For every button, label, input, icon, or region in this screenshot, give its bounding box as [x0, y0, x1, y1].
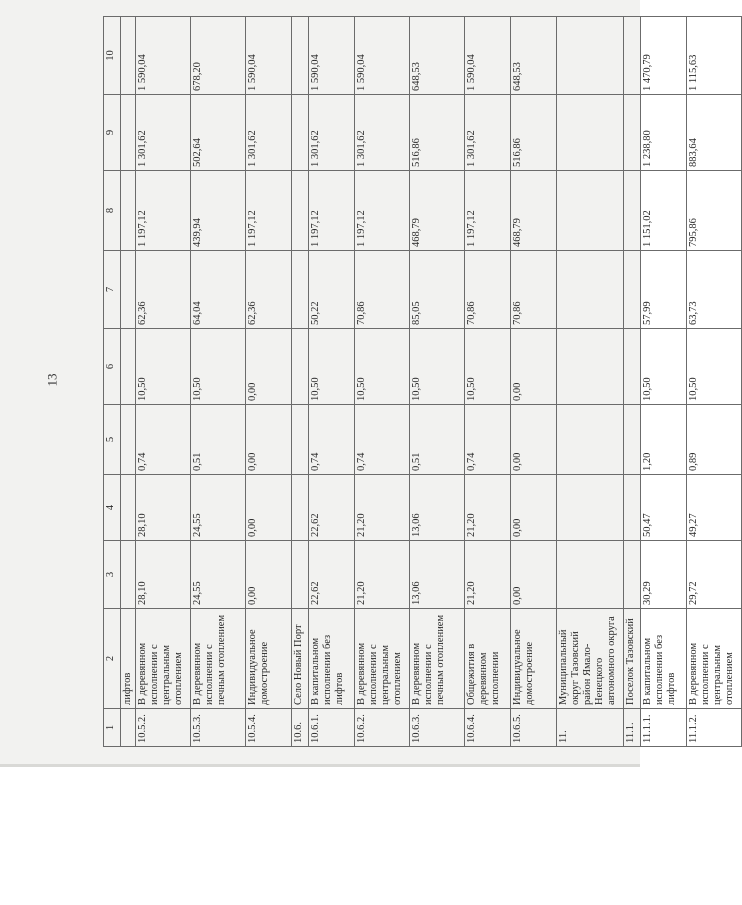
value-cell: 1 301,62 [136, 95, 191, 171]
value-cell: 0,74 [136, 405, 191, 475]
value-cell: 0,00 [246, 329, 292, 405]
cell-empty [121, 709, 136, 747]
column-header: 1 [104, 709, 121, 747]
value-cell: 22,62 [309, 541, 355, 609]
value-cell: 21,20 [355, 541, 410, 609]
row-number: 10.6.2. [355, 709, 410, 747]
value-cell: 10,50 [465, 329, 511, 405]
value-cell: 0,74 [309, 405, 355, 475]
cell-empty [624, 95, 641, 171]
column-header: 10 [104, 17, 121, 95]
cell-empty [292, 251, 309, 329]
row-number: 10.5.3. [191, 709, 246, 747]
row-name: В деревянном исполнении с печным отоплением [191, 609, 246, 709]
value-cell: 1 590,04 [246, 17, 292, 95]
value-cell: 0,00 [246, 541, 292, 609]
value-cell: 10,50 [309, 329, 355, 405]
value-cell: 502,64 [191, 95, 246, 171]
value-cell: 516,86 [410, 95, 465, 171]
table-row [309, 17, 355, 747]
value-cell: 0,00 [246, 405, 292, 475]
row-number: 11.1.1. [641, 709, 687, 747]
municipality-row [557, 17, 624, 747]
row-name: Индивидуальное домостроение [511, 609, 557, 709]
row-name: Муниципальный округ Тазовский район Ямало-Ненецкого автономного округа [557, 609, 624, 709]
value-cell: 49,27 [687, 475, 742, 541]
row-name: В капитальном исполнении без лифтов [641, 609, 687, 709]
value-cell: 0,74 [355, 405, 410, 475]
row-name: В деревянном исполнении с печным отоплением [410, 609, 465, 709]
value-cell: 50,22 [309, 251, 355, 329]
value-cell: 57,99 [641, 251, 687, 329]
cell-empty [624, 171, 641, 251]
row-name: В деревянном исполнении с центральным отоплением [136, 609, 191, 709]
cell-empty [292, 405, 309, 475]
table-row [687, 17, 742, 747]
value-cell: 13,06 [410, 475, 465, 541]
value-cell: 10,50 [641, 329, 687, 405]
value-cell: 85,05 [410, 251, 465, 329]
value-cell: 10,50 [355, 329, 410, 405]
value-cell: 62,36 [246, 251, 292, 329]
cell-empty [557, 475, 624, 541]
cell-empty [121, 17, 136, 95]
value-cell: 63,73 [687, 251, 742, 329]
row-name: В деревянном исполнении с центральным отоплением [355, 609, 410, 709]
column-header: 8 [104, 171, 121, 251]
row-number: 11.1. [624, 709, 641, 747]
value-cell: 28,10 [136, 475, 191, 541]
table-row [641, 17, 687, 747]
row-name: Село Новый Порт [292, 609, 309, 709]
value-cell: 678,20 [191, 17, 246, 95]
table-row [410, 17, 465, 747]
value-cell: 62,36 [136, 251, 191, 329]
row-number: 11.1.2. [687, 709, 742, 747]
continuation-row [121, 17, 136, 747]
cell-empty [121, 405, 136, 475]
value-cell: 1 197,12 [465, 171, 511, 251]
value-cell: 1 238,80 [641, 95, 687, 171]
value-cell: 516,86 [511, 95, 557, 171]
cell-empty [121, 329, 136, 405]
value-cell: 1 301,62 [465, 95, 511, 171]
column-header: 6 [104, 329, 121, 405]
column-header: 7 [104, 251, 121, 329]
value-cell: 1 197,12 [136, 171, 191, 251]
value-cell: 22,62 [309, 475, 355, 541]
value-cell: 70,86 [511, 251, 557, 329]
row-name: Индивидуальное домостроение [246, 609, 292, 709]
value-cell: 10,50 [410, 329, 465, 405]
column-header: 9 [104, 95, 121, 171]
row-number: 10.6.3. [410, 709, 465, 747]
value-cell: 21,20 [465, 541, 511, 609]
cell-empty [557, 17, 624, 95]
value-cell: 29,72 [687, 541, 742, 609]
value-cell: 10,50 [136, 329, 191, 405]
value-cell: 1 301,62 [246, 95, 292, 171]
cell-empty [624, 475, 641, 541]
cell-empty [624, 541, 641, 609]
row-name: В деревянном исполнении с центральным отоплением [687, 609, 742, 709]
value-cell: 1 470,79 [641, 17, 687, 95]
value-cell: 648,53 [410, 17, 465, 95]
row-name: В капитальном исполнении без лифтов [309, 609, 355, 709]
value-cell: 0,00 [246, 475, 292, 541]
value-cell: 883,64 [687, 95, 742, 171]
column-number-row [104, 17, 121, 747]
continuation-text: лифтов [121, 609, 136, 709]
value-cell: 0,51 [191, 405, 246, 475]
row-number: 10.5.4. [246, 709, 292, 747]
cell-empty [624, 329, 641, 405]
column-header: 3 [104, 541, 121, 609]
value-cell: 21,20 [355, 475, 410, 541]
cell-empty [121, 171, 136, 251]
value-cell: 0,00 [511, 541, 557, 609]
page-number: 13 [44, 373, 60, 387]
cell-empty [557, 171, 624, 251]
cell-empty [121, 475, 136, 541]
value-cell: 1,20 [641, 405, 687, 475]
row-number: 10.6.1. [309, 709, 355, 747]
value-cell: 1 151,02 [641, 171, 687, 251]
value-cell: 439,94 [191, 171, 246, 251]
row-name: Поселок Тазовский [624, 609, 641, 709]
table-row [246, 17, 292, 747]
value-cell: 1 590,04 [465, 17, 511, 95]
value-cell: 0,00 [511, 475, 557, 541]
section-row [292, 17, 309, 747]
section-row [624, 17, 641, 747]
value-cell: 50,47 [641, 475, 687, 541]
cell-empty [292, 329, 309, 405]
table-row [191, 17, 246, 747]
value-cell: 0,00 [511, 329, 557, 405]
cell-empty [624, 405, 641, 475]
value-cell: 648,53 [511, 17, 557, 95]
value-cell: 0,51 [410, 405, 465, 475]
value-cell: 70,86 [355, 251, 410, 329]
value-cell: 1 590,04 [309, 17, 355, 95]
table-row [511, 17, 557, 747]
value-cell: 1 197,12 [355, 171, 410, 251]
cell-empty [557, 405, 624, 475]
cell-empty [121, 541, 136, 609]
column-header: 2 [104, 609, 121, 709]
page-edge-line [0, 764, 640, 767]
value-cell: 64,04 [191, 251, 246, 329]
cell-empty [292, 95, 309, 171]
cell-empty [624, 251, 641, 329]
table-row [465, 17, 511, 747]
value-cell: 10,50 [191, 329, 246, 405]
cell-empty [292, 475, 309, 541]
column-header: 4 [104, 475, 121, 541]
value-cell: 70,86 [465, 251, 511, 329]
value-cell: 1 197,12 [246, 171, 292, 251]
value-cell: 468,79 [410, 171, 465, 251]
value-cell: 0,89 [687, 405, 742, 475]
value-cell: 21,20 [465, 475, 511, 541]
cell-empty [557, 541, 624, 609]
tariff-table [103, 16, 742, 747]
row-number: 10.6.4. [465, 709, 511, 747]
cell-empty [557, 251, 624, 329]
cell-empty [557, 329, 624, 405]
value-cell: 795,86 [687, 171, 742, 251]
value-cell: 13,06 [410, 541, 465, 609]
cell-empty [624, 17, 641, 95]
value-cell: 0,74 [465, 405, 511, 475]
value-cell: 24,55 [191, 541, 246, 609]
cell-empty [292, 541, 309, 609]
table-row [355, 17, 410, 747]
cell-empty [121, 251, 136, 329]
value-cell: 10,50 [687, 329, 742, 405]
cell-empty [121, 95, 136, 171]
cell-empty [292, 17, 309, 95]
value-cell: 24,55 [191, 475, 246, 541]
column-header: 5 [104, 405, 121, 475]
rotated-table-wrapper [103, 17, 736, 747]
value-cell: 1 590,04 [355, 17, 410, 95]
row-number: 11. [557, 709, 624, 747]
row-name: Общежития в деревянном исполнении [465, 609, 511, 709]
value-cell: 1 115,63 [687, 17, 742, 95]
value-cell: 468,79 [511, 171, 557, 251]
value-cell: 0,00 [511, 405, 557, 475]
cell-empty [292, 171, 309, 251]
value-cell: 30,29 [641, 541, 687, 609]
table-row [136, 17, 191, 747]
row-number: 10.5.2. [136, 709, 191, 747]
cell-empty [557, 95, 624, 171]
row-number: 10.6.5. [511, 709, 557, 747]
value-cell: 1 197,12 [309, 171, 355, 251]
value-cell: 1 590,04 [136, 17, 191, 95]
value-cell: 1 301,62 [309, 95, 355, 171]
row-number: 10.6. [292, 709, 309, 747]
value-cell: 28,10 [136, 541, 191, 609]
value-cell: 1 301,62 [355, 95, 410, 171]
